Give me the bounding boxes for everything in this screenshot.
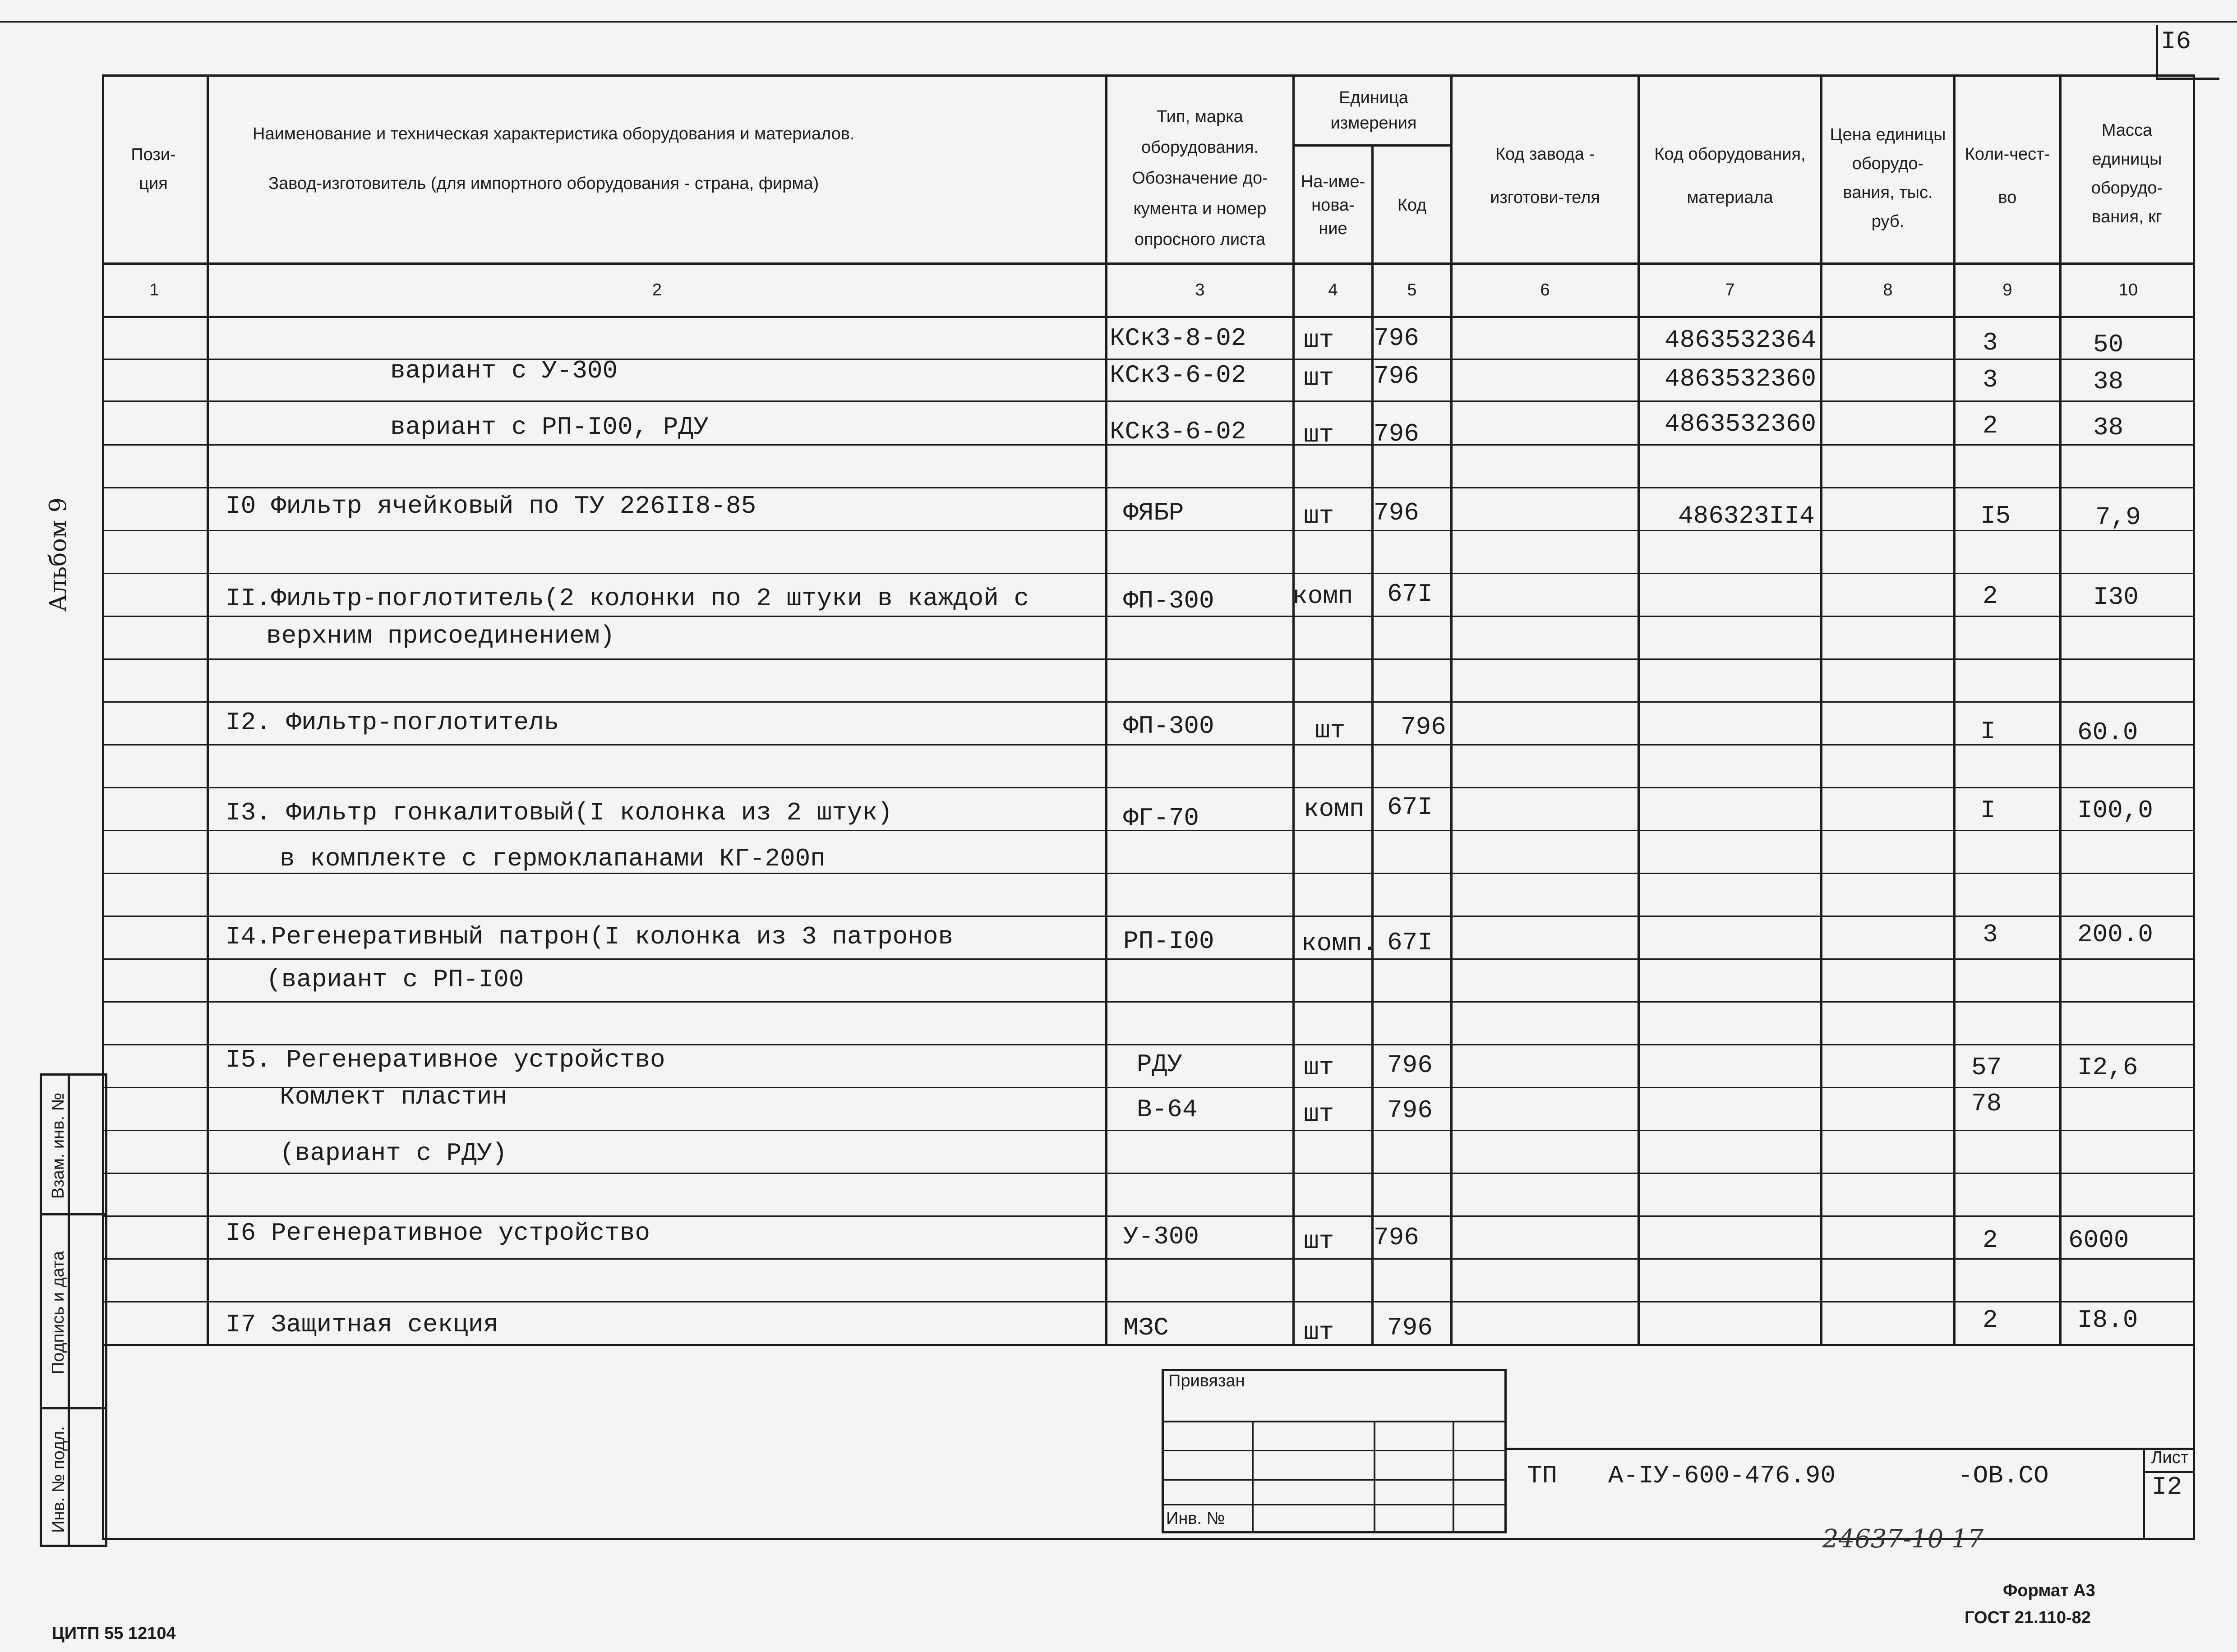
row-unit: шт: [1304, 326, 1334, 354]
row-type: ФГ-70: [1123, 804, 1199, 833]
header-mass: Масса единицы оборудо-вания, кг: [2091, 121, 2163, 226]
row-quantity: 2: [1983, 411, 1998, 440]
row-mass: 38: [2093, 367, 2124, 396]
row-type: РДУ: [1137, 1050, 1182, 1079]
row-unit: комп: [1304, 795, 1365, 824]
row-unit: шт: [1304, 1100, 1334, 1128]
col-num-4: 4: [1328, 280, 1338, 299]
stamp-sheet-number: I2: [2152, 1473, 2182, 1501]
row-type: ФП-300: [1123, 586, 1214, 615]
side-stamp-orig-inv: Инв. № подл.: [49, 1426, 68, 1533]
header-factory-code: Код завода - изготови-теля: [1490, 145, 1600, 207]
row-mass: 60.0: [2077, 718, 2138, 747]
row-code: 67I: [1387, 928, 1433, 957]
row-name: вариант с РП-I00, РДУ: [390, 413, 709, 442]
header-type: Тип, марка оборудования. Обозначение до-кумента и номер опросного листа: [1132, 107, 1268, 249]
row-name: вариант с У-300: [390, 356, 618, 385]
row-quantity: I: [1980, 796, 1996, 825]
row-quantity: 3: [1983, 328, 1998, 357]
row-name: I2. Фильтр-поглотитель: [226, 708, 559, 737]
col-num-3: 3: [1195, 280, 1205, 299]
citp-label: ЦИТП 55 12104: [52, 1624, 176, 1643]
row-quantity: 2: [1983, 582, 1998, 611]
row-mass: 38: [2093, 413, 2124, 442]
header-unit-group: Единица измерения: [1330, 88, 1417, 133]
stamp-doc-suffix: -ОВ.СО: [1958, 1461, 2049, 1490]
row-type: КСк3-6-02: [1110, 361, 1246, 390]
row-unit: комп: [1292, 582, 1353, 611]
side-stamp-replace-inv: Взам. инв. №: [49, 1092, 68, 1199]
row-unit: шт: [1304, 420, 1334, 449]
row-code: 796: [1374, 362, 1419, 391]
row-name-cont: верхним присоединением): [266, 621, 615, 650]
row-unit: шт: [1304, 364, 1334, 392]
row-type: КСк3-6-02: [1110, 417, 1246, 446]
header-quantity: Коли-чест-во: [1965, 145, 2050, 207]
row-code: 796: [1374, 1223, 1419, 1252]
row-type: В-64: [1137, 1095, 1198, 1124]
row-name: I4.Регенеративный патрон(I колонка из 3 патронов: [226, 922, 954, 951]
side-stamp-signature-date: Подпись и дата: [49, 1251, 68, 1374]
row-unit: комп.: [1301, 929, 1378, 958]
row-code: 796: [1374, 324, 1419, 353]
row-mass: 50: [2093, 330, 2124, 359]
row-code: 796: [1374, 498, 1419, 527]
row-code: 796: [1387, 1313, 1433, 1342]
header-price: Цена единицы оборудо-вания, тыс. руб.: [1830, 125, 1946, 231]
header-material-code: Код оборудования, материала: [1654, 145, 1806, 207]
row-unit: шт: [1315, 716, 1346, 745]
header-name-line1: Наименование и техническая характеристика оборудования и материалов.: [253, 124, 855, 143]
row-name: I3. Фильтр гонкалитовый(I колонка из 2 штук): [226, 798, 893, 827]
sheet-corner-number: I6: [2161, 27, 2191, 56]
row-mass: I2,6: [2077, 1053, 2138, 1082]
row-name: I6 Регенеративное устройство: [226, 1219, 650, 1247]
row-material-code: 486323II4: [1678, 502, 1815, 530]
row-mass: I00,0: [2077, 796, 2154, 825]
row-code: 796: [1401, 713, 1446, 741]
row-code: 67I: [1387, 793, 1433, 822]
handwritten-archive-number: 24637-10 17: [1822, 1524, 1984, 1554]
col-num-9: 9: [2002, 280, 2012, 299]
row-unit: шт: [1304, 1227, 1334, 1256]
row-quantity: I5: [1980, 502, 2011, 530]
col-num-6: 6: [1540, 280, 1550, 299]
row-mass: 200.0: [2077, 920, 2154, 949]
row-material-code: 4863532364: [1665, 326, 1817, 354]
row-name-cont: в комплекте с гермоклапанами КГ-200п: [280, 844, 826, 873]
row-name-cont: (вариант с РДУ): [280, 1139, 507, 1168]
row-quantity: 2: [1983, 1306, 1998, 1334]
row-code: 796: [1374, 419, 1419, 448]
row-quantity: 78: [1971, 1089, 2002, 1118]
format-label: Формат А3: [2003, 1581, 2095, 1600]
row-name: I7 Защитная секция: [226, 1310, 498, 1339]
row-name: Комлект пластин: [280, 1082, 507, 1111]
header-position: Пози-ция: [131, 145, 176, 193]
row-type: ФП-300: [1123, 712, 1214, 741]
header-name-line2: Завод-изготовитель (для импортного оборудования - страна, фирма): [268, 174, 819, 193]
row-quantity: I: [1980, 717, 1996, 746]
row-mass: I30: [2093, 583, 2139, 612]
col-num-10: 10: [2118, 280, 2138, 299]
row-name-cont: (вариант с РП-I00: [266, 965, 524, 994]
row-code: 67I: [1387, 580, 1433, 608]
row-type: КСк3-8-02: [1110, 324, 1246, 353]
row-quantity: 57: [1971, 1053, 2002, 1082]
row-unit: шт: [1304, 1318, 1334, 1347]
album-label: Альбом 9: [45, 497, 72, 612]
header-unit-code: Код: [1397, 196, 1427, 215]
stamp-privyazan-label: Привязан: [1168, 1371, 1245, 1390]
row-unit: шт: [1304, 1053, 1334, 1082]
row-name: I0 Фильтр ячейковый по ТУ 226II8-85: [226, 492, 756, 520]
row-name: II.Фильтр-поглотитель(2 колонки по 2 штуки в каждой с: [226, 584, 1029, 613]
row-mass: I8.0: [2077, 1306, 2138, 1334]
stamp-tp: ТП: [1527, 1461, 1558, 1490]
row-quantity: 3: [1983, 920, 1998, 949]
row-type: ФЯБР: [1123, 498, 1184, 527]
header-unit-name: На-име-нова-ние: [1301, 172, 1365, 238]
row-unit: шт: [1304, 502, 1334, 530]
row-quantity: 3: [1983, 365, 1998, 394]
col-num-7: 7: [1725, 280, 1735, 299]
gost-label: ГОСТ 21.110-82: [1965, 1608, 2091, 1627]
row-code: 796: [1387, 1096, 1433, 1125]
row-type: У-300: [1123, 1222, 1199, 1251]
row-material-code: 4863532360: [1665, 364, 1817, 393]
row-type: МЗС: [1123, 1313, 1169, 1342]
stamp-inv-label: Инв. №: [1166, 1509, 1225, 1528]
row-name: I5. Регенеративное устройство: [226, 1045, 665, 1074]
row-mass: 7,9: [2095, 503, 2141, 532]
row-type: РП-I00: [1123, 927, 1214, 956]
row-code: 796: [1387, 1051, 1433, 1080]
stamp-doc-code: А-IУ-600-476.90: [1608, 1461, 1836, 1490]
col-num-5: 5: [1407, 280, 1417, 299]
row-quantity: 2: [1983, 1226, 1998, 1255]
row-mass: 6000: [2068, 1226, 2129, 1255]
col-num-1: 1: [149, 280, 159, 299]
col-num-2: 2: [652, 280, 662, 299]
col-num-8: 8: [1883, 280, 1893, 299]
stamp-sheet-label: Лист: [2151, 1448, 2189, 1467]
row-material-code: 4863532360: [1665, 410, 1817, 438]
